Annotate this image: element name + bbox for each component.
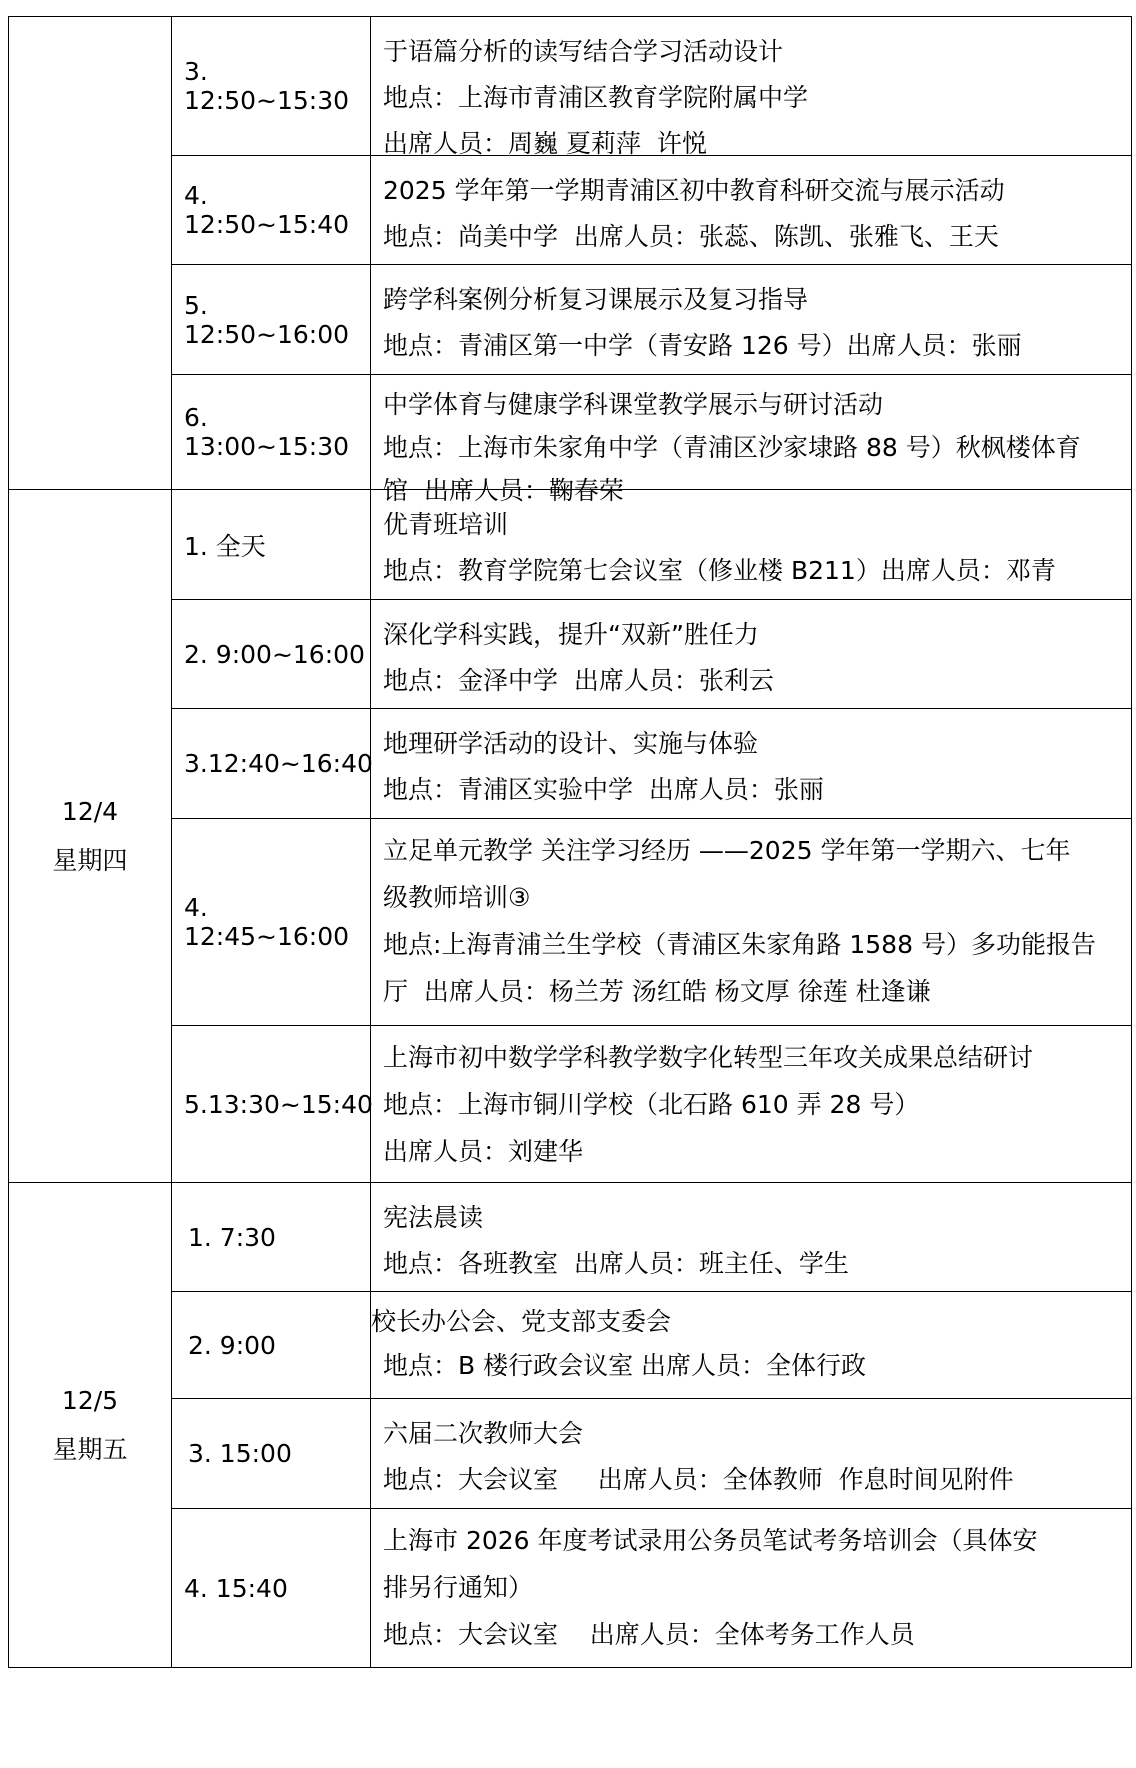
day-weekday: 星期四 bbox=[52, 846, 128, 875]
time-cell: 4. 15:40 bbox=[172, 1509, 371, 1667]
detail-line: 深化学科实践，提升“双新”胜任力 bbox=[383, 620, 759, 649]
schedule-row bbox=[172, 709, 1132, 819]
time-cell: 2. 9:00~16:00 bbox=[172, 600, 371, 708]
day-group bbox=[8, 490, 1132, 1183]
detail-line: 出席人员：刘建华 bbox=[383, 1137, 584, 1166]
schedule-row bbox=[172, 490, 1132, 600]
schedule-row bbox=[172, 1292, 1132, 1399]
detail-cell bbox=[371, 709, 1132, 818]
schedule-row bbox=[172, 1183, 1132, 1292]
detail-line: 地点：青浦区第一中学（青安路 126 号）出席人员：张丽 bbox=[383, 331, 1022, 360]
detail-line: 地点：上海市铜川学校（北石路 610 弄 28 号） bbox=[383, 1090, 920, 1119]
detail-line: 地点：上海市朱家角中学（青浦区沙家埭路 88 号）秋枫楼体育 bbox=[383, 433, 1081, 462]
detail-line: 地点：各班教室 出席人员：班主任、学生 bbox=[383, 1249, 849, 1278]
detail-line: 立足单元教学 关注学习经历 ——2025 学年第一学期六、七年 bbox=[383, 836, 1071, 865]
schedule-row bbox=[172, 265, 1132, 375]
time-cell: 2. 9:00 bbox=[172, 1292, 371, 1398]
schedule-row bbox=[172, 17, 1132, 156]
detail-cell bbox=[371, 265, 1132, 374]
detail-line: 上海市初中数学学科教学数字化转型三年攻关成果总结研讨 bbox=[383, 1043, 1034, 1072]
detail-cell bbox=[371, 375, 1132, 505]
schedule-row bbox=[172, 1026, 1132, 1182]
detail-line: 厅 出席人员：杨兰芳 汤红皓 杨文厚 徐莲 杜逢谦 bbox=[383, 977, 931, 1006]
detail-line: 排另行通知） bbox=[383, 1573, 534, 1602]
time-cell: 1. 7:30 bbox=[172, 1183, 371, 1291]
time-cell: 3. 12:50~15:30 bbox=[172, 17, 371, 155]
detail-line: 上海市 2026 年度考试录用公务员笔试考务培训会（具体安 bbox=[383, 1526, 1038, 1555]
time-cell: 4. 12:45~16:00 bbox=[172, 819, 371, 1025]
schedule-row bbox=[172, 156, 1132, 265]
detail-line: 地点：金泽中学 出席人员：张利云 bbox=[383, 666, 774, 695]
day-cell bbox=[8, 1183, 172, 1667]
time-cell: 3.12:40~16:40 bbox=[172, 709, 371, 818]
detail-line: 宪法晨读 bbox=[383, 1203, 484, 1232]
detail-cell bbox=[371, 1026, 1132, 1182]
day-date: 12/5 bbox=[61, 1386, 119, 1415]
detail-line: 校长办公会、党支部支委会 bbox=[371, 1307, 672, 1336]
detail-line: 六届二次教师大会 bbox=[383, 1419, 584, 1448]
detail-line: 地点：大会议室 出席人员：全体考务工作人员 bbox=[383, 1620, 915, 1649]
day-cell bbox=[8, 17, 172, 489]
schedule-table bbox=[8, 16, 1132, 1668]
time-cell: 1. 全天 bbox=[172, 490, 371, 599]
detail-line: 地点：教育学院第七会议室（修业楼 B211）出席人员：邓青 bbox=[383, 556, 1056, 585]
schedule-row bbox=[172, 1399, 1132, 1509]
schedule-row bbox=[172, 819, 1132, 1026]
detail-line: 地理研学活动的设计、实施与体验 bbox=[383, 729, 759, 758]
detail-cell bbox=[371, 17, 1132, 158]
time-cell: 6. 13:00~15:30 bbox=[172, 375, 371, 489]
detail-cell bbox=[371, 1399, 1132, 1508]
detail-cell bbox=[371, 1292, 1132, 1398]
day-group bbox=[8, 16, 1132, 505]
detail-line: 地点：青浦区实验中学 出席人员：张丽 bbox=[383, 775, 824, 804]
day-cell bbox=[8, 490, 172, 1182]
schedule-row bbox=[172, 600, 1132, 709]
detail-line: 地点:上海青浦兰生学校（青浦区朱家角路 1588 号）多功能报告 bbox=[383, 930, 1096, 959]
schedule-row bbox=[172, 375, 1132, 505]
day-weekday: 星期五 bbox=[52, 1435, 128, 1464]
detail-cell bbox=[371, 490, 1132, 599]
detail-line: 馆 出席人员：鞠春荣 bbox=[383, 476, 624, 505]
detail-line: 跨学科案例分析复习课展示及复习指导 bbox=[383, 285, 809, 314]
detail-line: 中学体育与健康学科课堂教学展示与研讨活动 bbox=[383, 390, 884, 419]
detail-cell bbox=[371, 819, 1132, 1025]
detail-cell bbox=[371, 1509, 1132, 1667]
time-cell: 5.13:30~15:40 bbox=[172, 1026, 371, 1182]
schedule-row bbox=[172, 1509, 1132, 1667]
time-cell: 5. 12:50~16:00 bbox=[172, 265, 371, 374]
detail-line: 优青班培训 bbox=[383, 510, 509, 539]
detail-cell bbox=[371, 156, 1132, 264]
detail-line: 地点：B 楼行政会议室 出席人员：全体行政 bbox=[383, 1351, 867, 1380]
detail-line: 出席人员：周巍 夏莉萍 许悦 bbox=[383, 129, 707, 158]
detail-line: 2025 学年第一学期青浦区初中教育科研交流与展示活动 bbox=[383, 176, 1005, 205]
detail-line: 级教师培训③ bbox=[383, 883, 531, 912]
detail-cell bbox=[371, 1183, 1132, 1291]
time-cell: 4. 12:50~15:40 bbox=[172, 156, 371, 264]
detail-line: 地点：尚美中学 出席人员：张蕊、陈凯、张雅飞、王天 bbox=[383, 222, 999, 251]
detail-line: 地点：上海市青浦区教育学院附属中学 bbox=[383, 83, 809, 112]
day-date: 12/4 bbox=[61, 797, 119, 826]
time-cell: 3. 15:00 bbox=[172, 1399, 371, 1508]
detail-line: 地点：大会议室 出席人员：全体教师 作息时间见附件 bbox=[383, 1465, 1014, 1494]
detail-cell bbox=[371, 600, 1132, 708]
detail-line: 于语篇分析的读写结合学习活动设计 bbox=[383, 37, 784, 66]
day-group bbox=[8, 1183, 1132, 1668]
